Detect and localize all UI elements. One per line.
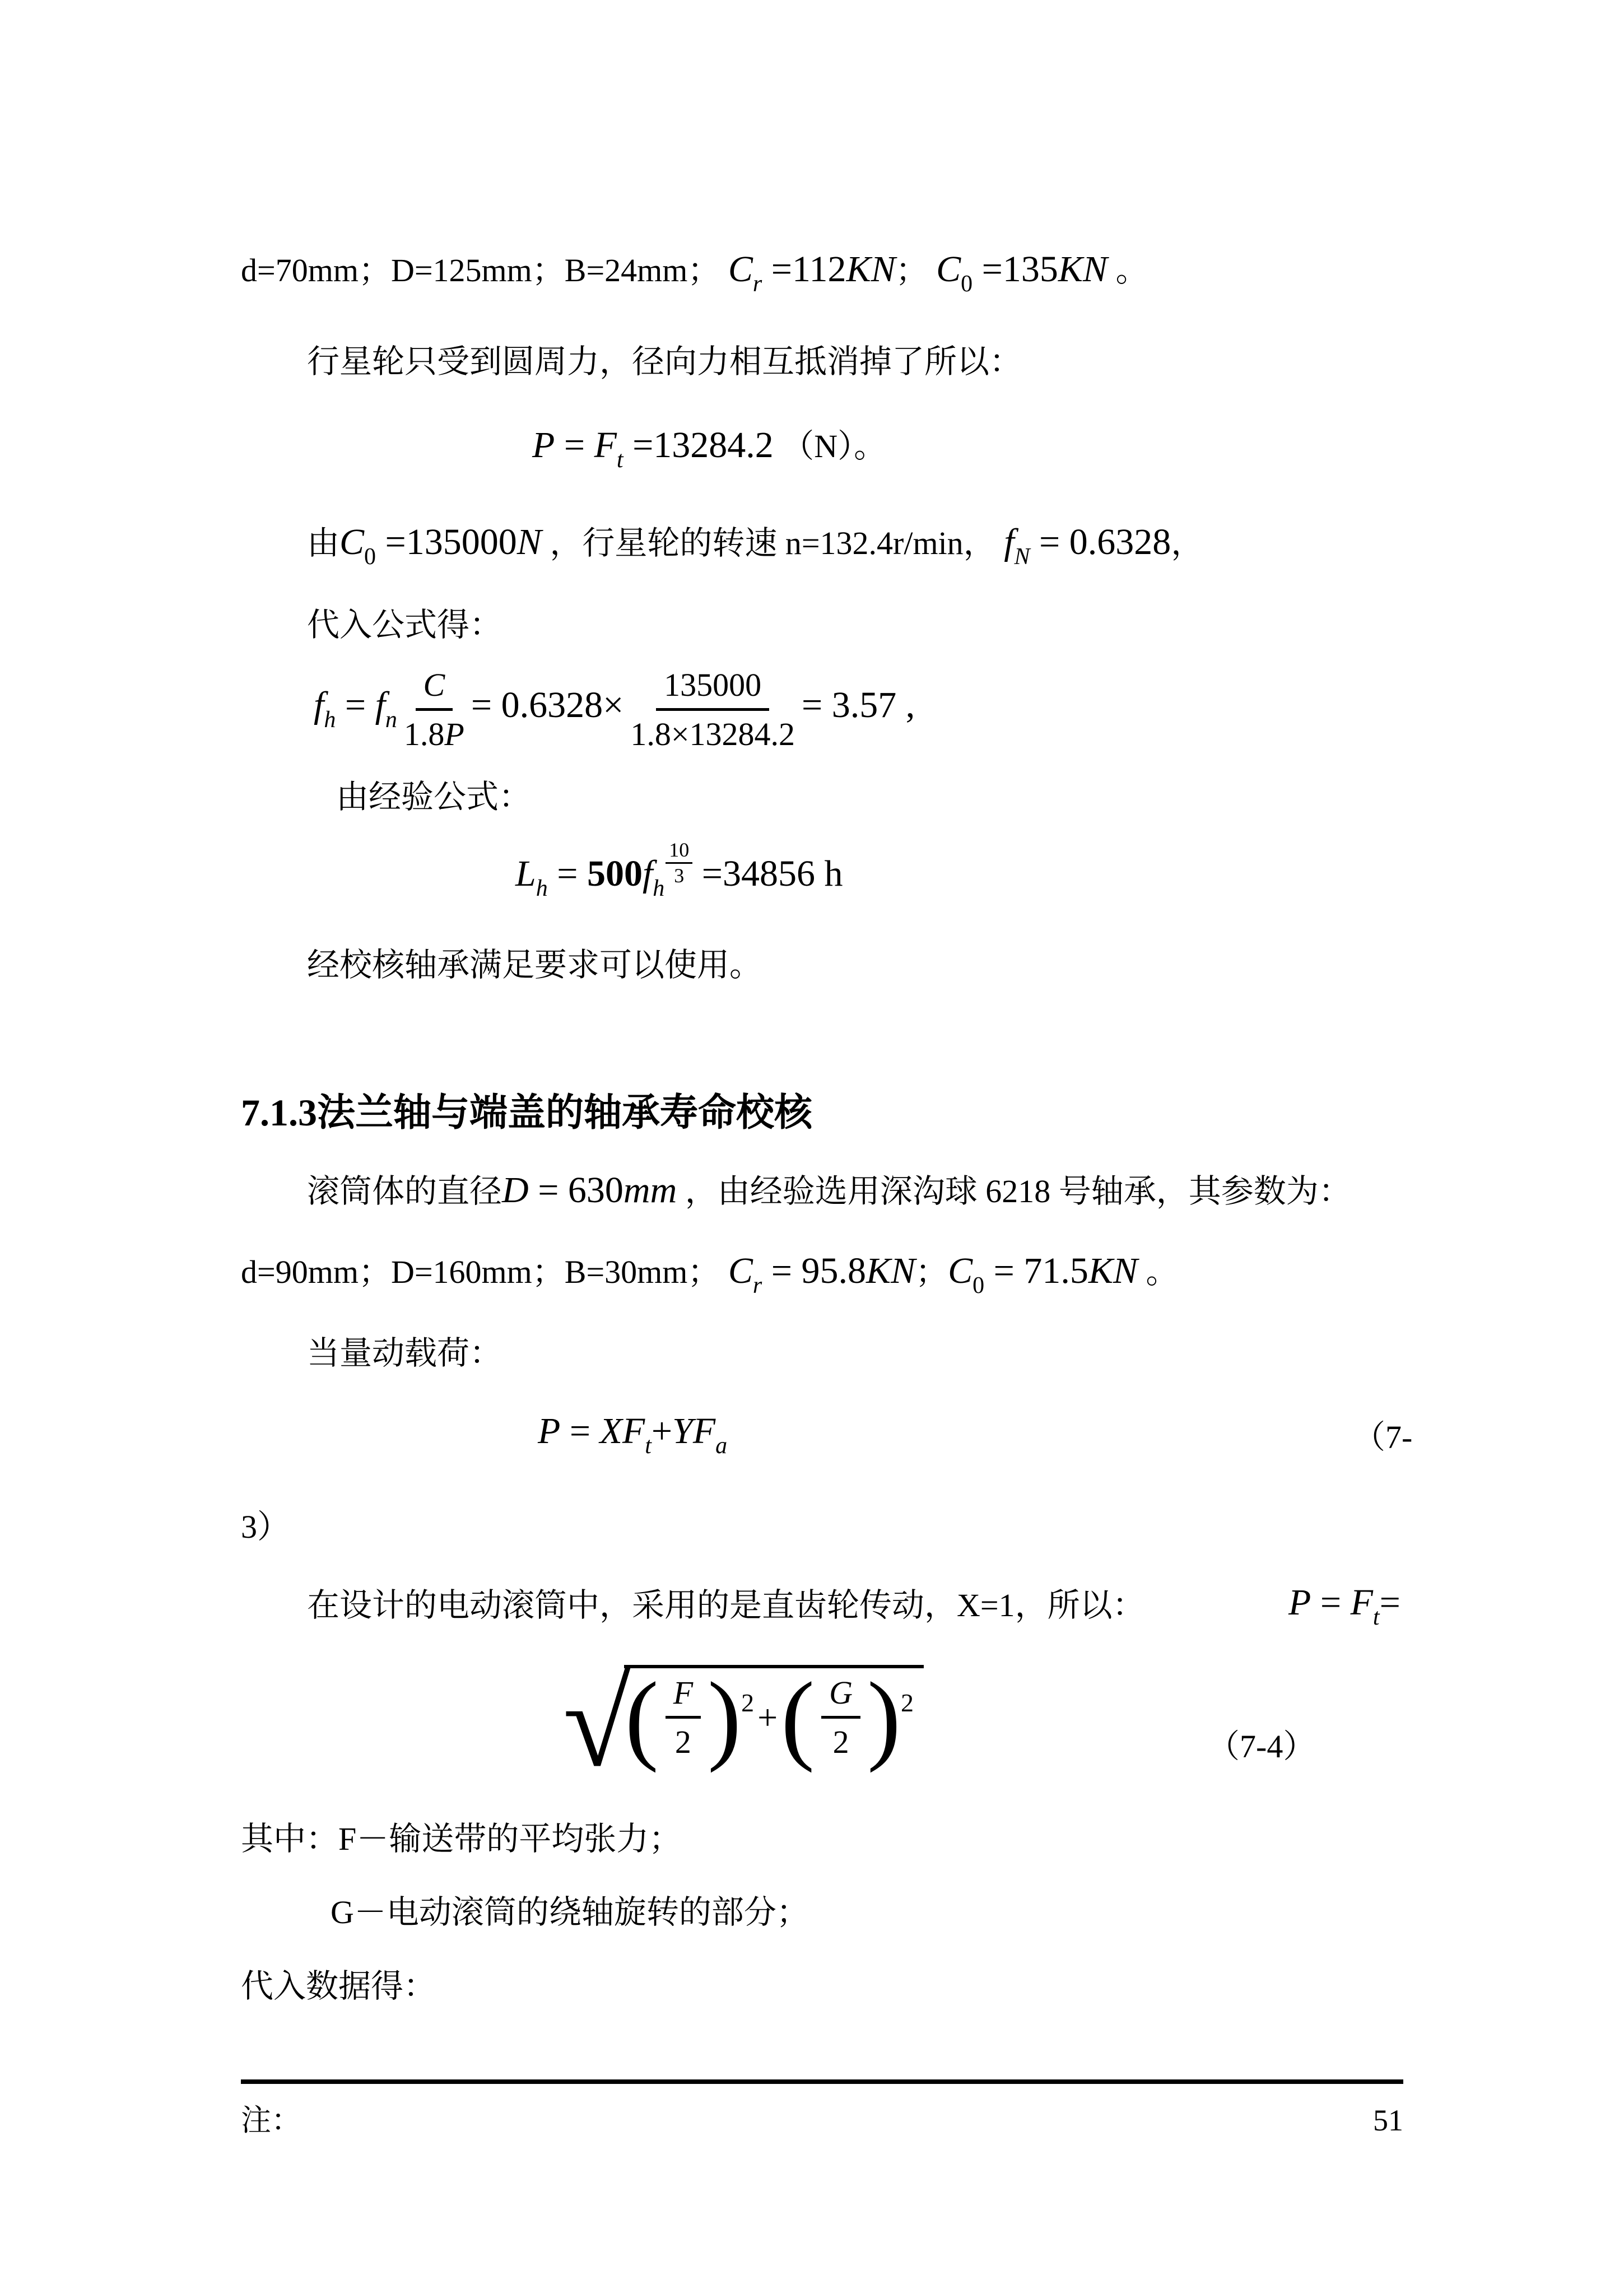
text-run: =112 [762, 249, 846, 290]
text-run: 0 [972, 1273, 985, 1299]
fraction [404, 664, 464, 756]
text-run: ( [625, 1662, 659, 1774]
text-run: ， [1171, 525, 1204, 561]
formula-p-xft-yfa [538, 1407, 727, 1462]
equation-number-7-3-close: 3） [241, 1509, 290, 1545]
formula-p-equals-ft [532, 421, 886, 476]
paragraph-bearing-check-ok: 经校核轴承满足要求可以使用。 [307, 947, 762, 983]
section-heading-7-1-3: 7.1.3法兰轴与端盖的轴承寿命校核 [241, 1091, 813, 1134]
formula-fh-calculation [314, 664, 915, 756]
text-run: t [1372, 1604, 1380, 1630]
text-run: = [560, 1411, 600, 1451]
text-run: ，由经验选用深沟球 6218 号轴承，其参数为： [677, 1173, 1351, 1209]
formula-lh-life-hours [515, 839, 843, 904]
text-run: C [423, 667, 445, 703]
text-run: D [502, 1170, 529, 1211]
paragraph-drum-diameter [307, 1166, 1351, 1215]
text-run: = [1311, 1582, 1351, 1623]
text-run: ； [915, 1254, 948, 1290]
text-run: = 95.8 [762, 1250, 867, 1291]
text-run: 2 [741, 1688, 755, 1717]
text-run: f [375, 685, 385, 726]
text-run: F [1350, 1582, 1373, 1623]
text-run: = [555, 425, 594, 466]
text-run: a [715, 1433, 728, 1459]
text-run: P [444, 716, 464, 753]
text-run: 135000 [664, 667, 762, 703]
text-run: C [936, 249, 961, 290]
text-run: t [616, 447, 623, 473]
paragraph-substitute-data: 代入数据得： [241, 1968, 436, 2004]
text-run: 0 [364, 544, 376, 570]
text-run: 。 [1107, 252, 1148, 289]
equation-number-7-3-open: （7- [1353, 1419, 1413, 1455]
text-run: h [536, 876, 548, 901]
text-run: h [653, 876, 665, 901]
text-run: ； [895, 252, 937, 289]
text-run: 2 [674, 1724, 691, 1761]
text-run: r [752, 271, 762, 297]
text-run: =34856 h [692, 853, 843, 894]
text-run: d=70mm；D=125mm；B=24mm； [241, 252, 728, 289]
text-run: r [752, 1273, 762, 1299]
formula-p-equals-ft-equals [1288, 1579, 1400, 1633]
footer-divider-line [241, 2079, 1403, 2084]
paragraph-bearing-params-6214 [241, 245, 1148, 300]
text-run: =135000 [376, 522, 517, 562]
text-run: ( [781, 1662, 815, 1774]
text-run: C [728, 1250, 753, 1291]
text-run: ，行星轮的转速 n=132.4r/min， [541, 525, 1004, 561]
text-run: 1.8 [403, 716, 445, 753]
text-run: P [532, 425, 555, 466]
fraction [821, 1672, 860, 1763]
text-run: XF [599, 1411, 645, 1451]
text-run: ) [708, 1662, 742, 1774]
text-run: KN [1088, 1250, 1138, 1291]
radical [563, 1655, 924, 1792]
text-run: G [829, 1674, 853, 1711]
text-run: d=90mm；D=160mm；B=30mm； [241, 1254, 728, 1290]
text-run: P [538, 1411, 561, 1451]
text-run: = [1379, 1582, 1400, 1623]
text-run: = 71.5 [984, 1250, 1088, 1291]
text-run: KN [1058, 249, 1108, 290]
text-run: YF [672, 1411, 716, 1451]
text-run: h [324, 707, 336, 733]
paragraph-def-f-tension: 其中：F－输送带的平均张力； [241, 1821, 682, 1857]
text-run: t [645, 1433, 652, 1459]
radical-sign-icon: √ [563, 1655, 631, 1792]
formula-sqrt-f2-g2 [563, 1655, 924, 1792]
footer-note-label: 注： [241, 2104, 301, 2137]
text-run: 滚筒体的直径 [307, 1173, 502, 1209]
text-run: N [516, 522, 542, 562]
text-run: + [651, 1411, 673, 1451]
paragraph-bearing-params-6218 [241, 1247, 1178, 1301]
text-run: 2 [832, 1724, 849, 1761]
text-run: F [594, 425, 617, 466]
text-run: n [385, 707, 397, 733]
paragraph-empirical-formula: 由经验公式： [336, 779, 532, 815]
text-run: f [314, 685, 324, 726]
text-run: C [728, 249, 753, 290]
text-run: 1.8×13284.2 [630, 716, 795, 753]
text-run: + [757, 1697, 778, 1738]
fraction [630, 664, 795, 756]
paragraph-substitute-formula: 代入公式得： [307, 607, 502, 643]
equation-number-7-4: （7-4） [1207, 1728, 1316, 1765]
text-run: = 0.6328 [1030, 522, 1171, 562]
text-run: 。 [1137, 1254, 1179, 1290]
text-run: N [1014, 544, 1030, 570]
text-run: 500 [587, 853, 643, 894]
text-run: F [673, 1674, 694, 1711]
text-run: P [1288, 1582, 1311, 1623]
text-run: 由 [307, 525, 340, 561]
text-run: KN [846, 249, 896, 290]
text-run: = 0.6328× [471, 685, 624, 726]
text-run: KN [866, 1250, 916, 1291]
paragraph-planet-gear-force: 行星轮只受到圆周力，径向力相互抵消掉了所以： [307, 343, 1022, 380]
text-run: C [948, 1250, 973, 1291]
page-number: 51 [1373, 2104, 1403, 2137]
text-run: = [336, 685, 375, 726]
text-run: = [547, 853, 587, 894]
text-run: C [339, 522, 365, 562]
text-run: ) [867, 1662, 901, 1774]
text-run: L [515, 853, 536, 894]
fraction [666, 1672, 701, 1763]
text-run: = 630 [528, 1170, 623, 1211]
text-run: mm [623, 1170, 677, 1211]
text-run: f [642, 853, 653, 894]
exponent-fraction: $\frac{10}{3}$ [666, 839, 692, 887]
text-run: 0 [961, 271, 973, 297]
text-run: 2 [900, 1688, 914, 1717]
text-run: f [1004, 522, 1015, 562]
text-run: =13284.2 [623, 425, 774, 466]
paragraph-spur-gear-drive: 在设计的电动滚筒中，采用的是直齿轮传动，X=1，所以： [307, 1587, 1145, 1623]
text-run: （N）。 [773, 428, 887, 464]
paragraph-equivalent-dynamic-load: 当量动载荷： [307, 1335, 502, 1371]
paragraph-def-g-rotating-part: G－电动滚筒的绕轴旋转的部分； [331, 1894, 809, 1930]
text-run: =135 [972, 249, 1058, 290]
text-run: = 3.57 , [802, 685, 915, 726]
paragraph-c0-speed-fn [307, 518, 1203, 573]
